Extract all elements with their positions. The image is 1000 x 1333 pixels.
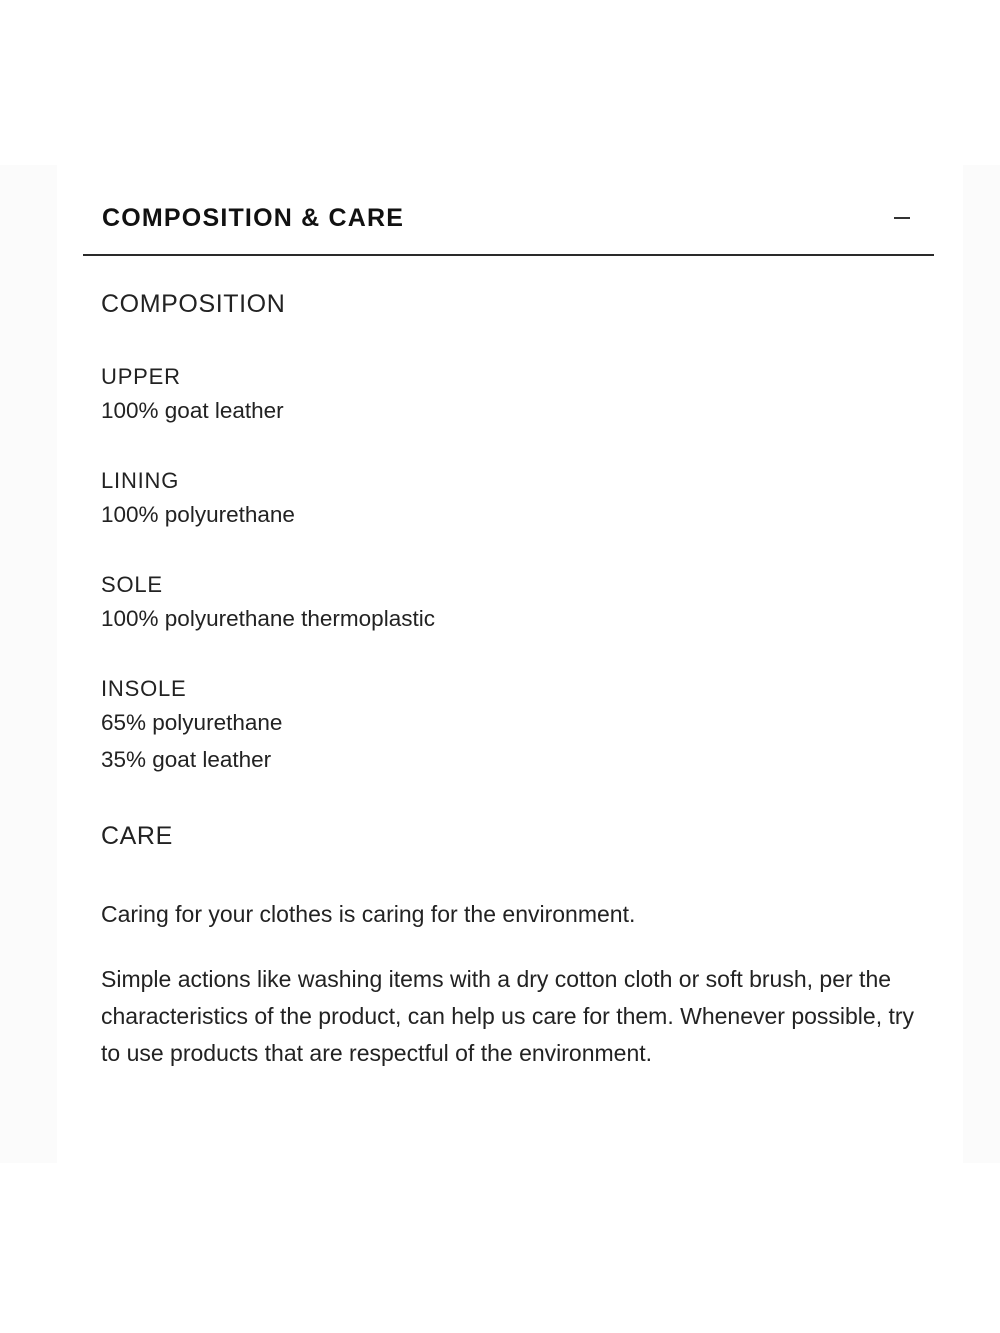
- composition-value: 100% polyurethane: [101, 502, 295, 527]
- composition-label: LINING: [101, 468, 180, 493]
- minus-icon[interactable]: [894, 217, 910, 219]
- care-heading: CARE: [101, 822, 173, 850]
- composition-item-lining: [101, 466, 921, 533]
- care-instructions-text: Simple actions like washing items with a dry cotton cloth or soft brush, per the characteristics of the product, can help us care for them. Whenever possible, try to use products that are respectful of the environment.: [101, 966, 915, 1066]
- composition-label: SOLE: [101, 572, 163, 597]
- composition-label: INSOLE: [101, 676, 187, 701]
- composition-value: 100% goat leather: [101, 398, 284, 423]
- composition-value: 65% polyurethane: [101, 710, 283, 735]
- composition-heading: COMPOSITION: [101, 290, 286, 318]
- composition-list: [101, 362, 921, 778]
- composition-care-accordion-header[interactable]: [83, 196, 934, 256]
- composition-item-sole: [101, 570, 921, 637]
- composition-item-upper: [101, 362, 921, 429]
- composition-label: UPPER: [101, 364, 181, 389]
- care-intro-text: Caring for your clothes is caring for the environment.: [101, 901, 636, 927]
- composition-value: 100% polyurethane thermoplastic: [101, 606, 435, 631]
- composition-value: 35% goat leather: [101, 747, 272, 772]
- composition-item-insole: [101, 674, 921, 778]
- accordion-content: [101, 288, 921, 1072]
- accordion-title: COMPOSITION & CARE: [102, 204, 405, 232]
